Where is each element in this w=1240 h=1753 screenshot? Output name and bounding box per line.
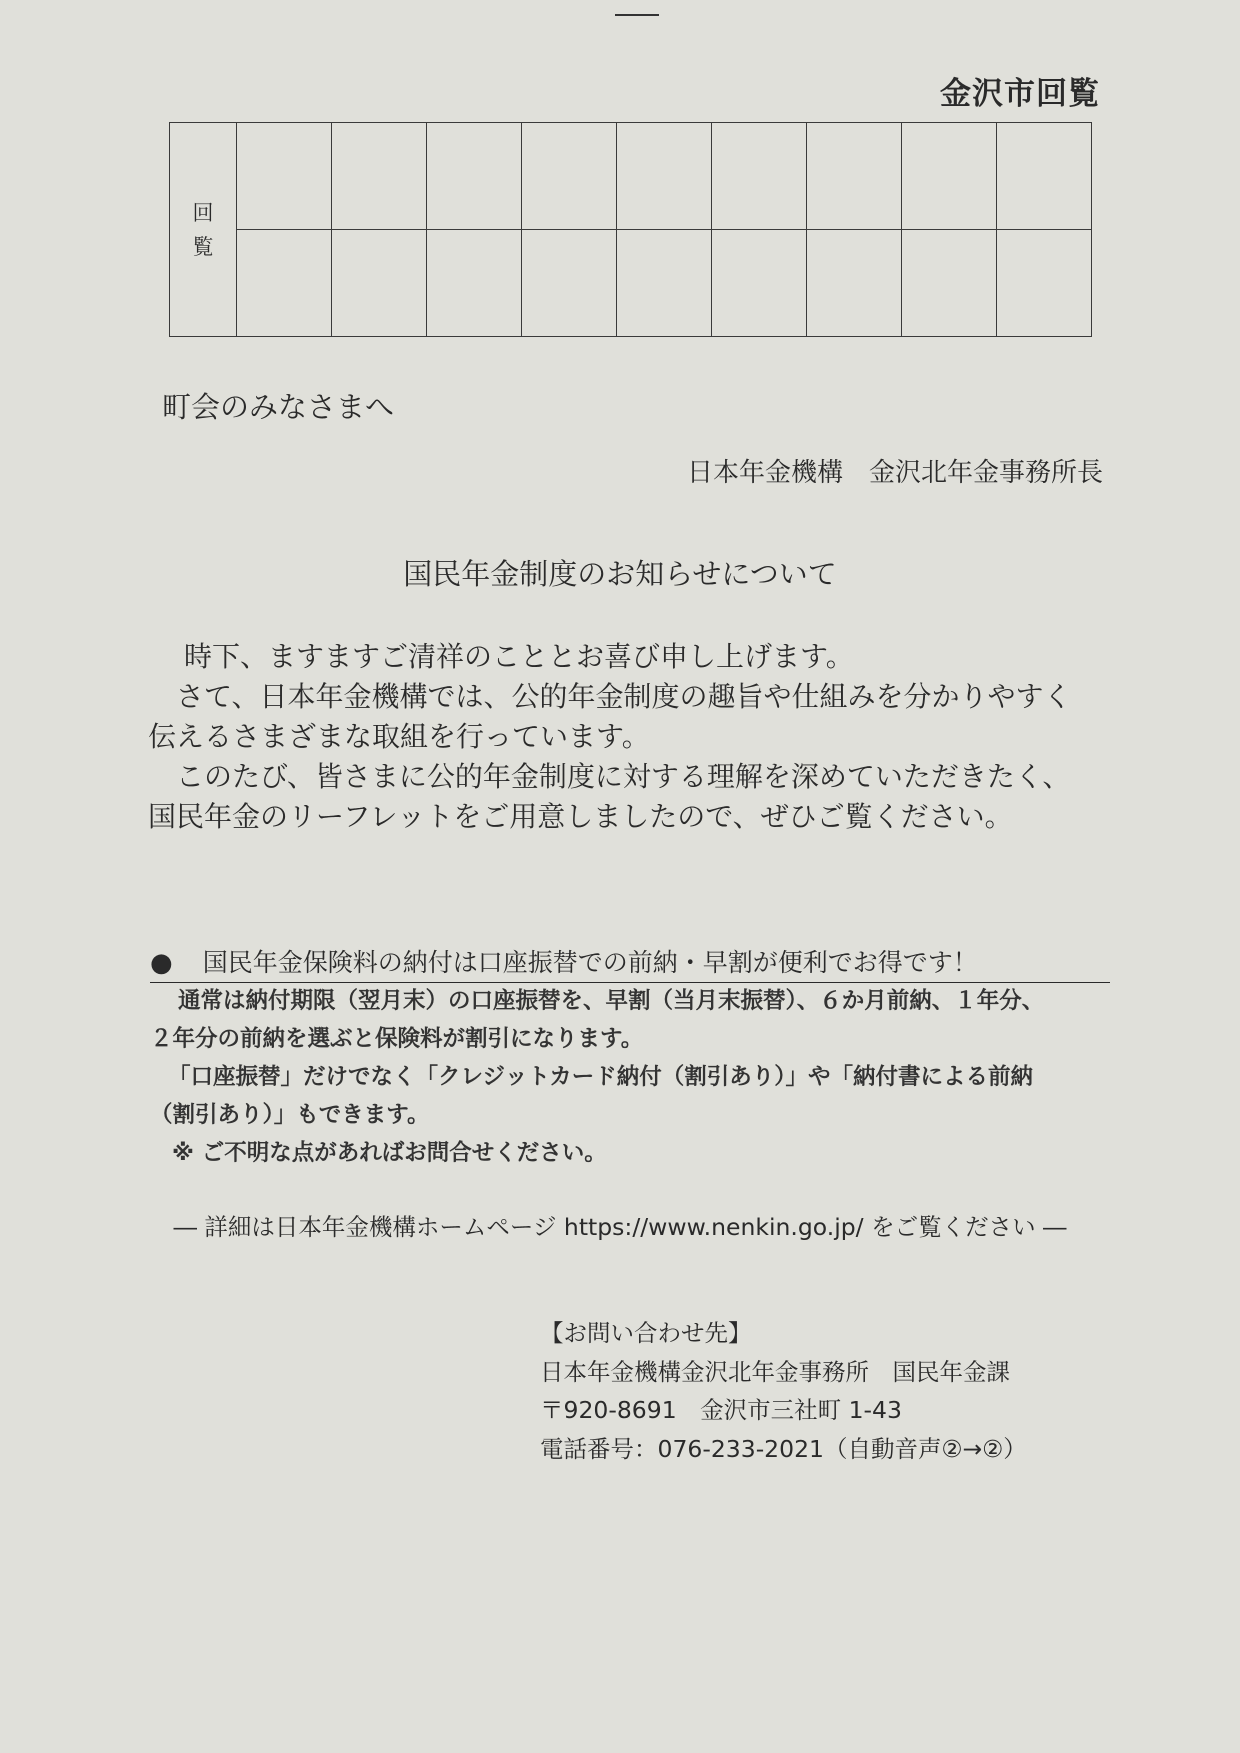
stamp-cell bbox=[712, 230, 807, 337]
stamp-cell bbox=[237, 123, 332, 230]
stamp-cell bbox=[807, 230, 902, 337]
stamp-cell bbox=[712, 123, 807, 230]
stamp-cell bbox=[997, 230, 1092, 337]
circulation-label-cell bbox=[170, 123, 237, 337]
stamp-cell bbox=[237, 230, 332, 337]
body-paragraph: さて、日本年金機構では、公的年金制度の趣旨や仕組みを分かりやすく bbox=[176, 680, 1072, 713]
body-text bbox=[148, 637, 1128, 837]
contact-address: 〒920-8691 金沢市三社町 1-43 bbox=[540, 1396, 902, 1424]
circulation-stamp-table bbox=[169, 122, 1092, 337]
notice-line: ２年分の前納を選ぶと保険料が割引になります。 bbox=[150, 1026, 644, 1052]
bullet-icon: ● bbox=[150, 948, 173, 978]
body-paragraph: このたび、皆さまに公的年金制度に対する理解を深めていただきたく、 bbox=[176, 760, 1071, 793]
stamp-cell bbox=[522, 230, 617, 337]
notice-heading bbox=[150, 943, 1110, 983]
stamp-cell bbox=[617, 230, 712, 337]
stamp-cell bbox=[332, 230, 427, 337]
body-paragraph: 時下、ますますご清祥のこととお喜び申し上げます。 bbox=[184, 640, 854, 673]
website-note: ― 詳細は日本年金機構ホームページ https://www.nenkin.go.jp/ をご覧ください ― bbox=[173, 1213, 1067, 1241]
circulation-label: 回覧 bbox=[192, 200, 214, 259]
notice-line: （割引あり）」もできます。 bbox=[150, 1102, 430, 1128]
stamp-cell bbox=[427, 230, 522, 337]
notice-heading-text: 国民年金保険料の納付は口座振替での前納・早割が便利でお得です！ bbox=[202, 948, 978, 977]
stamp-cell bbox=[902, 230, 997, 337]
contact-block bbox=[540, 1314, 1027, 1468]
staple-mark bbox=[615, 14, 659, 16]
body-paragraph: 伝えるさまざまな取組を行っています。 bbox=[148, 720, 650, 753]
stamp-cell bbox=[807, 123, 902, 230]
stamp-cell bbox=[332, 123, 427, 230]
sender: 日本年金機構 金沢北年金事務所長 bbox=[686, 458, 1103, 488]
contact-office: 日本年金機構金沢北年金事務所 国民年金課 bbox=[540, 1357, 1010, 1386]
stamp-cell bbox=[902, 123, 997, 230]
notice-line: 「口座振替」だけでなく「クレジットカード納付（割引あり）」や「納付書による前納 bbox=[168, 1064, 1034, 1090]
stamp-cell bbox=[617, 123, 712, 230]
stamp-cell bbox=[427, 123, 522, 230]
body-paragraph: 国民年金のリーフレットをご用意しましたので、ぜひご覧ください。 bbox=[148, 800, 1013, 833]
contact-heading: 【お問い合わせ先】 bbox=[540, 1319, 752, 1347]
circulation-title: 金沢市回覧 bbox=[940, 76, 1100, 112]
stamp-cell bbox=[997, 123, 1092, 230]
stamp-cell bbox=[522, 123, 617, 230]
document-title: 国民年金制度のお知らせについて bbox=[403, 557, 837, 591]
notice-line: 通常は納付期限（翌月末）の口座振替を、早割（当月末振替）、６か月前納、１年分、 bbox=[178, 988, 1045, 1014]
notice-line: ※ ご不明な点があればお問合せください。 bbox=[172, 1140, 607, 1166]
greeting: 町会のみなさまへ bbox=[162, 390, 395, 424]
contact-phone: 電話番号：076-233-2021（自動音声②→②） bbox=[540, 1434, 1027, 1463]
notice-details bbox=[150, 982, 1140, 1172]
